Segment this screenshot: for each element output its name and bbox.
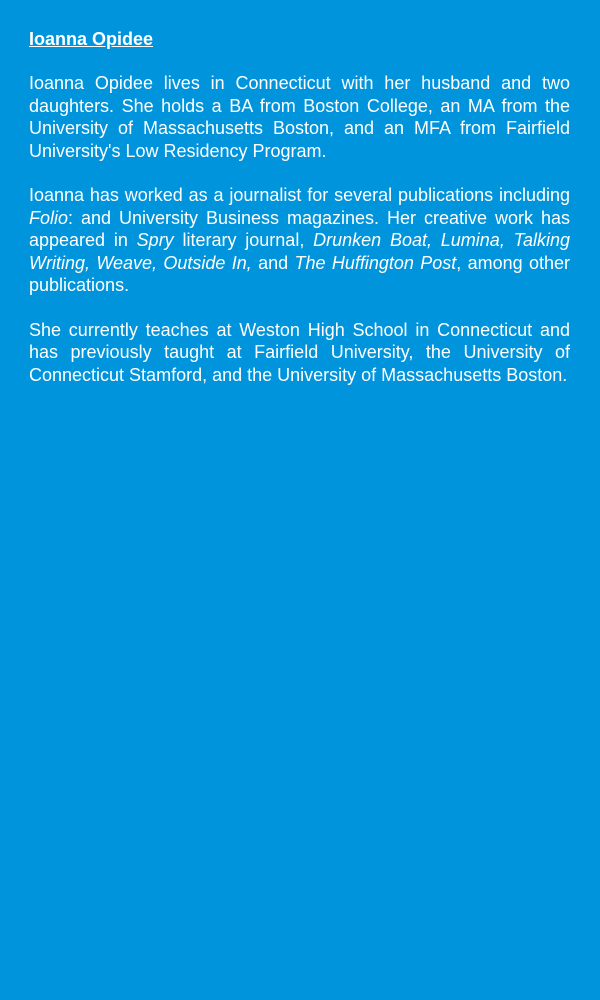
publications-text-1: Ioanna has worked as a journalist for several publications including xyxy=(29,185,570,205)
bio-paragraph-teaching: She currently teaches at Weston High School in Connecticut and has previously taught at Fairfield University, the University of Connecticut Stamford, and the University of Massachusetts Boston. xyxy=(29,319,570,385)
bio-paragraph-publications xyxy=(29,184,570,297)
bio-section xyxy=(29,28,570,386)
publications-text-4: and xyxy=(251,252,295,273)
publication-spry: Spry xyxy=(136,230,174,250)
publications-text-3: literary journal, xyxy=(173,230,314,250)
publication-list: Drunken Boat, Lumina, Talking Writing, Weave, Outside In, xyxy=(29,230,570,273)
publication-huffington-post: The Huffington Post xyxy=(294,252,457,273)
author-name-heading: Ioanna Opidee xyxy=(29,29,154,49)
publications-text-5: , among other publications. xyxy=(29,252,570,295)
bio-paragraph-family-education: Ioanna Opidee lives in Connecticut with her husband and two daughters. She holds a BA from Boston College, an MA from the University of Massachusetts Boston, and an MFA from Fairfield University's Low Residency Program. xyxy=(29,73,570,161)
publications-text-2: : and University Business magazines. Her creative work has appeared in xyxy=(29,207,570,250)
publication-folio: Folio xyxy=(29,207,69,228)
